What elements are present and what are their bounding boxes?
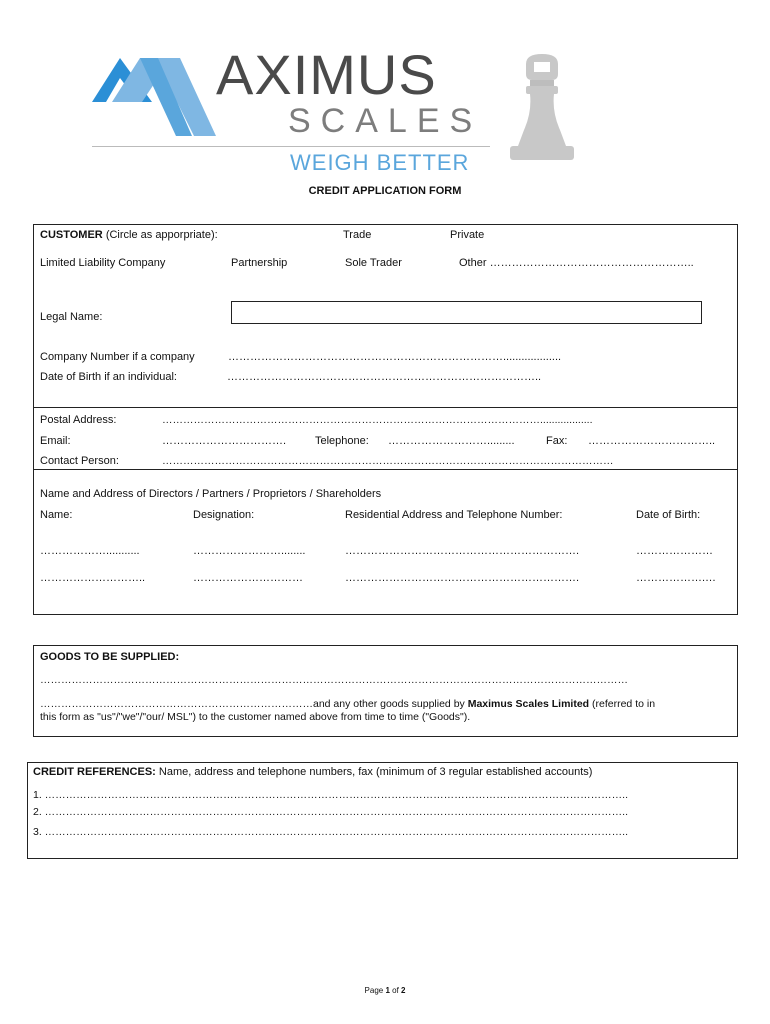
email-field[interactable]: ……………………………. (162, 435, 287, 447)
logo-m-mark (92, 50, 232, 140)
directors-heading: Name and Address of Directors / Partners / Proprietors / Shareholders (40, 488, 382, 500)
section-divider (33, 407, 738, 408)
option-partnership[interactable]: Partnership (231, 257, 288, 269)
page-number: Page 1 of 2 (364, 986, 406, 995)
company-number-field[interactable]: …………………………………………………………………................... (228, 351, 562, 363)
column-header-name: Name: (40, 509, 73, 521)
reference-3-field[interactable]: 3. ………………………………………………………………………………………………………………………………………………….. (33, 826, 629, 838)
logo-wordmark-maximus: AXIMUS (216, 43, 437, 106)
email-label: Email: (40, 435, 71, 447)
logo-divider (92, 146, 490, 147)
dob-field[interactable]: ………………………………………………………………………….. (227, 371, 542, 383)
legal-name-field[interactable] (231, 301, 702, 324)
fax-field[interactable]: …………………………….. (588, 435, 716, 447)
director-name-field[interactable]: ………………........... (40, 545, 140, 557)
fax-label: Fax: (546, 435, 568, 447)
contact-person-label: Contact Person: (40, 455, 119, 467)
postal-address-field[interactable]: ……………………………………………………………………………………………….................. (162, 414, 593, 426)
director-address-field[interactable]: ………………………………………………………. (345, 545, 580, 557)
company-logo (88, 44, 508, 184)
column-header-dob: Date of Birth: (636, 509, 701, 521)
column-header-address: Residential Address and Telephone Number: (345, 509, 563, 521)
company-number-label: Company Number if a company (40, 351, 195, 363)
option-private[interactable]: Private (450, 229, 485, 241)
dob-label: Date of Birth if an individual: (40, 371, 177, 383)
option-other[interactable]: Other ……………………………………………….. (459, 257, 694, 269)
option-llc[interactable]: Limited Liability Company (40, 257, 166, 269)
telephone-field[interactable]: ………………………......... (388, 435, 515, 447)
director-designation-field[interactable]: ………………………… (193, 572, 303, 584)
section-divider (33, 469, 738, 470)
goods-heading: GOODS TO BE SUPPLIED: (40, 651, 180, 663)
goods-line-2: ……………………………………………………………………and any other goods supplied by Maximus Scales Limited (referred to in (40, 698, 656, 710)
column-header-designation: Designation: (193, 509, 255, 521)
legal-name-label: Legal Name: (40, 311, 103, 323)
director-dob-field[interactable]: ………………… (636, 545, 713, 557)
option-trade[interactable]: Trade (343, 229, 372, 241)
director-dob-field[interactable]: ……………….… (636, 572, 717, 584)
weight-icon (504, 50, 580, 170)
company-name: Maximus Scales Limited (467, 698, 590, 710)
telephone-label: Telephone: (315, 435, 369, 447)
option-sole-trader[interactable]: Sole Trader (345, 257, 402, 269)
reference-1-field[interactable]: 1. ………………………………………………………………………………………………………………………………………………….. (33, 789, 629, 801)
reference-2-field[interactable]: 2. ………………………………………………………………………………………………………………………………………………….. (33, 806, 629, 818)
goods-line-field[interactable]: …………………………………………………………………………………………………………………………………………………… (40, 674, 628, 686)
form-title: CREDIT APPLICATION FORM (308, 185, 462, 197)
logo-tagline: WEIGH BETTER (290, 150, 470, 175)
goods-definition: this form as "us"/"we"/"our/ MSL") to the customer named above from time to time ("Goods"). (40, 711, 471, 723)
director-address-field[interactable]: ………………………………………………………. (345, 572, 580, 584)
customer-heading: CUSTOMER (Circle as apporpriate): (40, 229, 218, 241)
postal-address-label: Postal Address: (40, 414, 117, 426)
logo-wordmark-scales: SCALES (288, 102, 483, 140)
goods-line-field[interactable]: …………………………………………………………………… (40, 698, 313, 710)
credit-references-heading: CREDIT REFERENCES: Name, address and telephone numbers, fax (minimum of 3 regular established accounts) (33, 766, 593, 778)
director-designation-field[interactable]: ……………………........ (193, 545, 306, 557)
director-name-field[interactable]: ……………………….. (40, 572, 146, 584)
contact-person-field[interactable]: ………………………………………………………………………………………………………………… (162, 455, 614, 467)
